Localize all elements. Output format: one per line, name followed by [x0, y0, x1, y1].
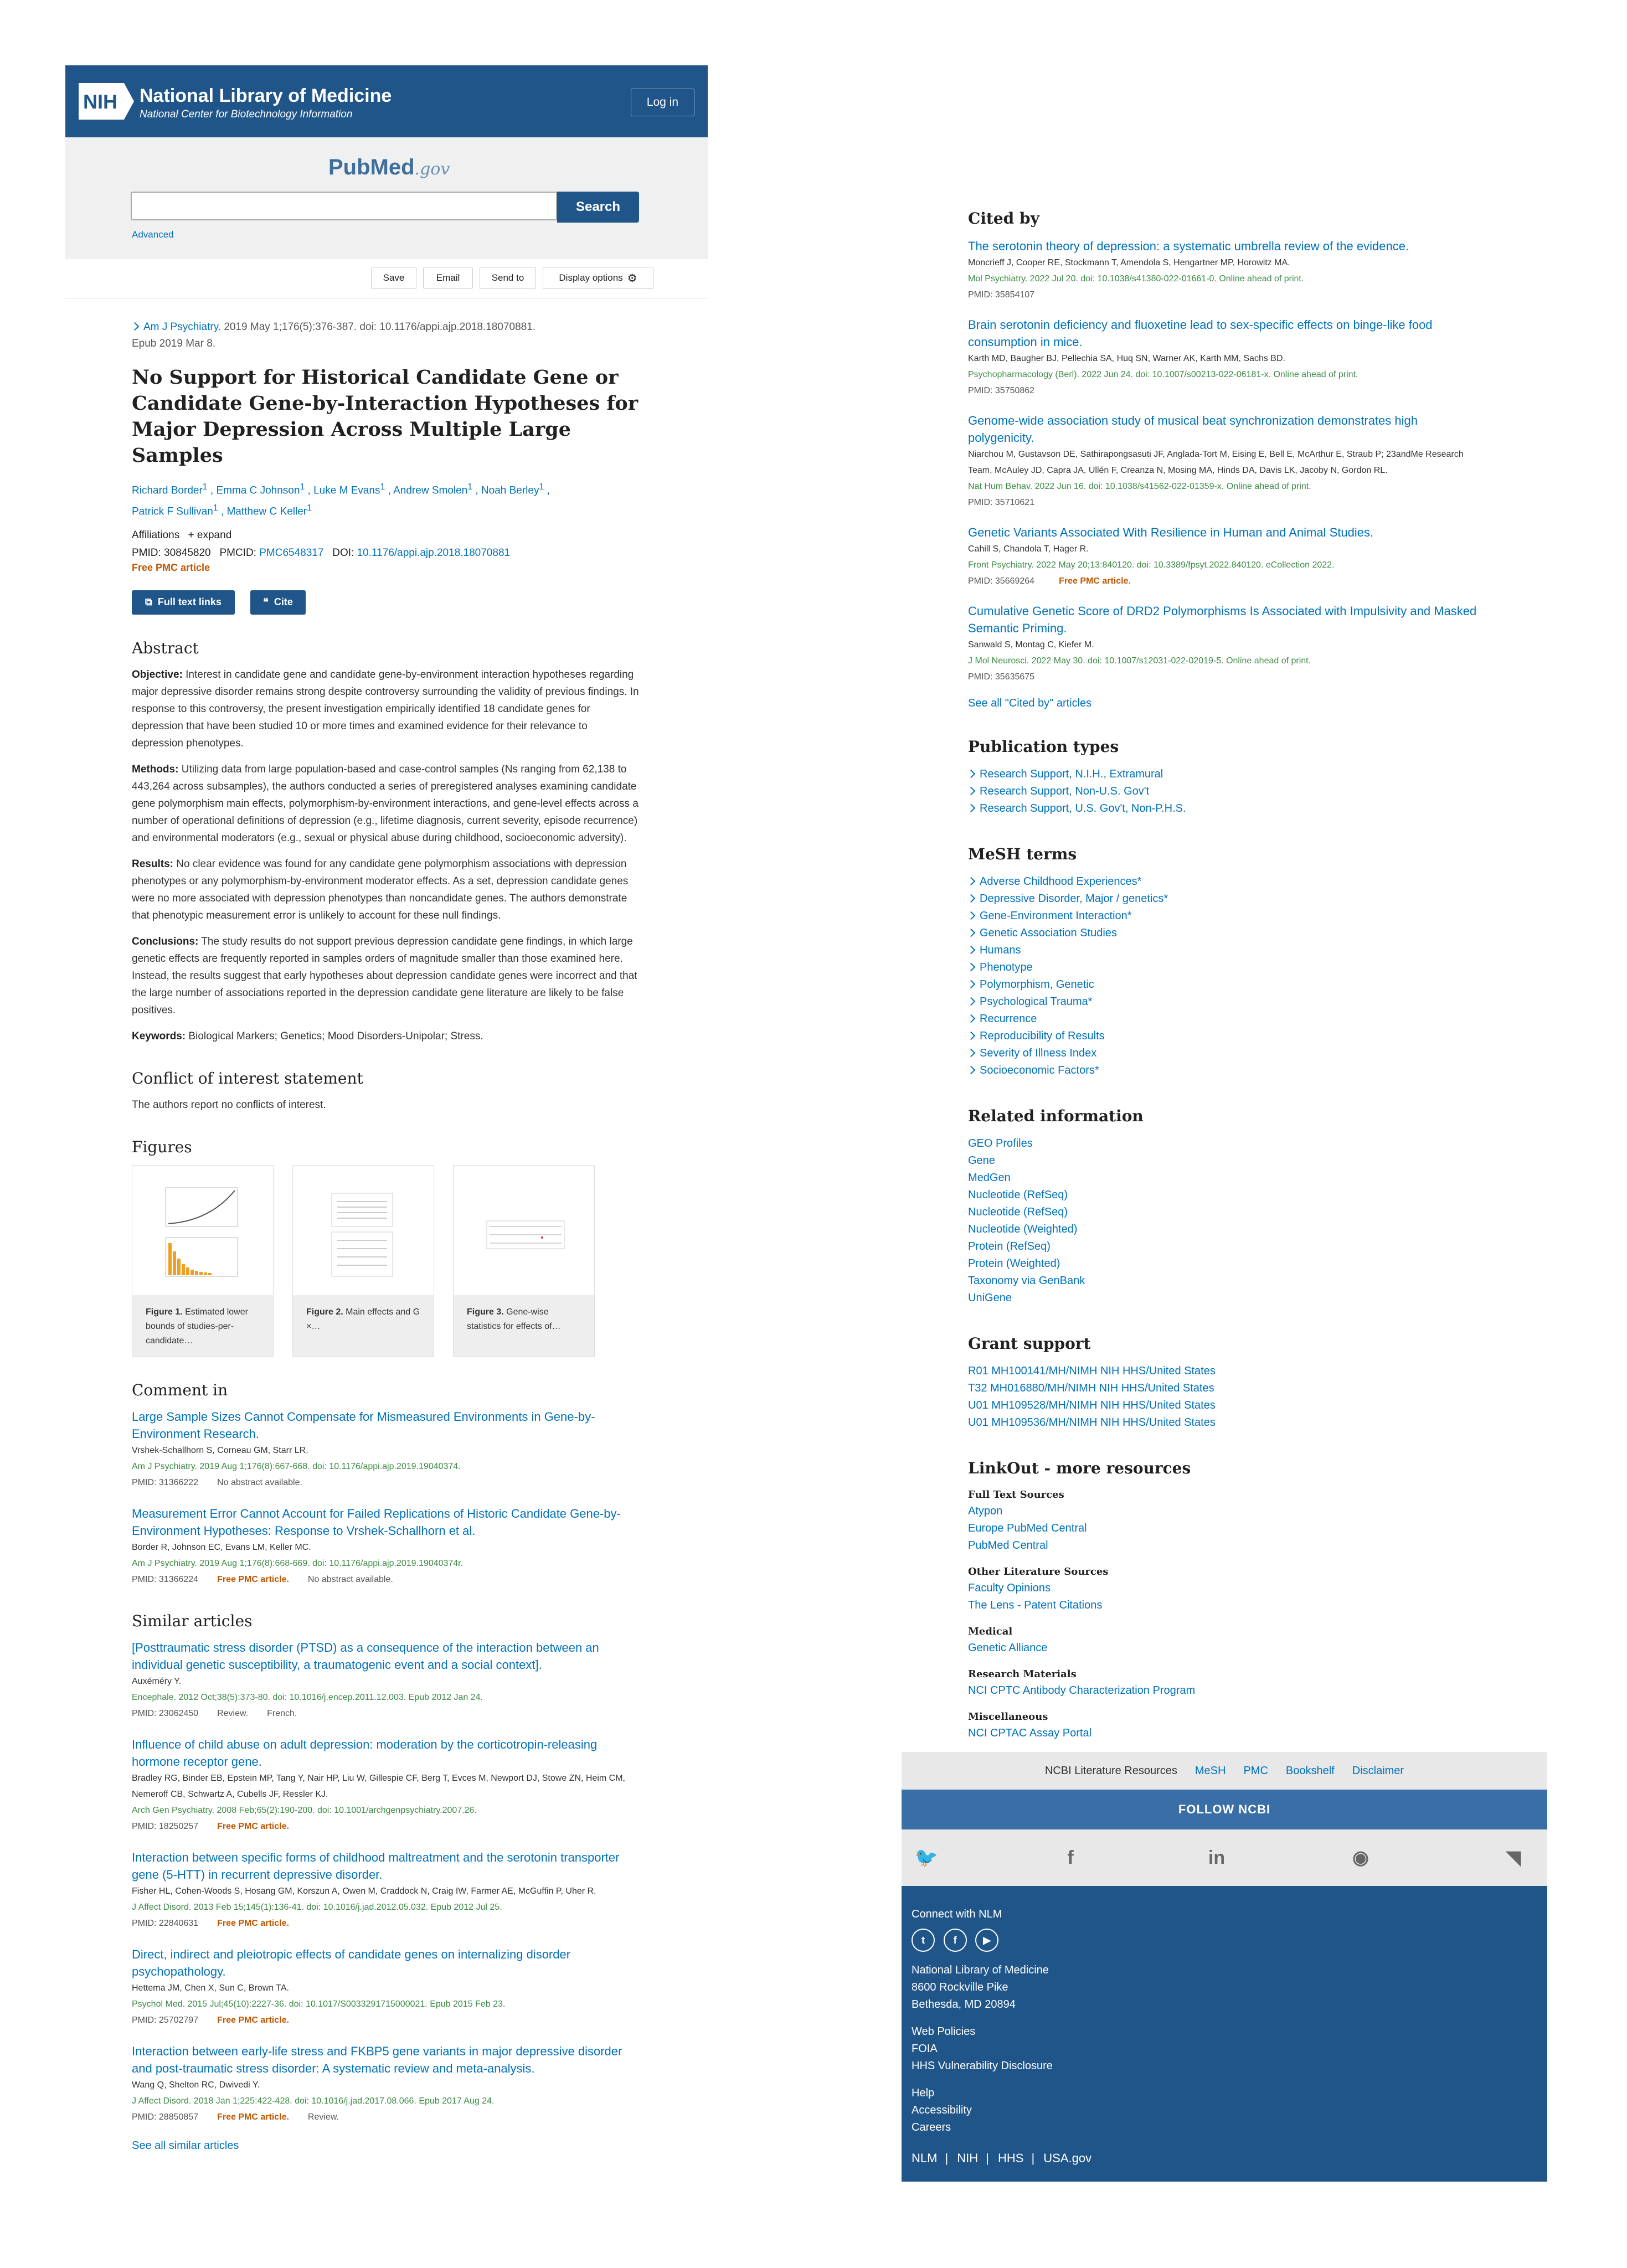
display-options-label: Display options	[559, 272, 623, 283]
site-footer	[902, 1752, 1547, 2182]
mesh-terms-heading: MeSH terms	[968, 845, 1077, 863]
main-column	[65, 65, 708, 298]
abstract-conclusions: Conclusions: The study results do not support previous depression candidate gene findings, in which large genetic effects are frequently reported in samples orders of magnitude smaller than those examined here. Instead, the results suggest that early hypotheses about depression candidate genes were incorrect and that the large number of associations reported in the depression candidate gene literature are likely to be false positives.	[132, 935, 637, 1016]
site-title[interactable]: National Library of Medicine	[140, 85, 392, 106]
cite-button[interactable]: ❝ Cite	[250, 590, 306, 615]
list-item[interactable]: Atypon	[968, 1505, 1003, 1517]
expand-affiliations-button[interactable]: + expand	[188, 529, 232, 541]
article-link[interactable]: Cumulative Genetic Score of DRD2 Polymorphisms Is Associated with Impulsivity and Masked Semantic Priming.	[968, 604, 1477, 635]
svg-text:NIH: NIH	[83, 90, 117, 113]
gear-icon: ⚙	[627, 272, 637, 285]
figure-gallery	[132, 1165, 641, 1357]
list-item[interactable]: Genetic Alliance	[968, 1642, 1048, 1654]
email-button[interactable]: Email	[423, 267, 473, 289]
list-item: Brain serotonin deficiency and fluoxetine lead to sex-specific effects on binge-like food consumption in mice. Karth MD, Baugher BJ, Pellechia SA, Huq SN, Warner AK, Karth MM, Sachs BD. Psychopharmacology (Berl). 2022 Jun 24. doi: 10.1007/s00213-022-06181-x. Online ahead of print. PMID: 35750862	[968, 316, 1477, 399]
list-item: Genome-wide association study of musical beat synchronization demonstrates high polygenicity. Niarchou M, Gustavson DE, Sathirapongsasuti JF, Anglada-Tort M, Eising E, Bell E, McArthur E, Straub P; 23andMe Research Team, McAuley JD, Capra JA, Ullén F, Creanza N, Mosing MA, Hinds DA, Davis LK, Jacoby N, Gordon RL. Nat Hum Behav. 2022 Jun 16. doi: 10.1038/s41562-022-01359-x. Online ahead of print. PMID: 35710621	[968, 412, 1477, 511]
list-item[interactable]: Protein (RefSeq)	[968, 1240, 1051, 1252]
send-to-button[interactable]: Send to	[480, 267, 536, 289]
article-title: No Support for Historical Candidate Gene or Candidate Gene-by-Interaction Hypotheses for Major Depression Across Multiple Large Samples	[132, 366, 639, 467]
search-input[interactable]	[131, 192, 557, 220]
pmid: PMID: 30845820	[132, 547, 211, 559]
chevron-right-icon	[967, 980, 976, 988]
action-buttons	[132, 590, 641, 615]
grant-support-heading: Grant support	[968, 1334, 1091, 1353]
help-links	[912, 2085, 1537, 2136]
conflict-text: The authors report no conflicts of interest.	[132, 1099, 326, 1111]
list-item[interactable]: Nucleotide (RefSeq)	[968, 1206, 1068, 1218]
follow-ncbi-banner: FOLLOW NCBI	[902, 1790, 1547, 1829]
article-link[interactable]: The serotonin theory of depression: a systematic umbrella review of the evidence.	[968, 239, 1409, 253]
footer-link[interactable]: Disclaimer	[1352, 1764, 1404, 1777]
address: National Library of Medicine 8600 Rockville Pike Bethesda, MD 20894	[912, 1964, 1049, 2011]
list-item: Cumulative Genetic Score of DRD2 Polymorphisms Is Associated with Impulsivity and Masked Semantic Priming. Sanwald S, Montag C, Kiefer M. J Mol Neurosci. 2022 May 30. doi: 10.1007/s12031-022-02019-5. Online ahead of print. PMID: 35635675	[968, 602, 1477, 685]
chevron-right-icon	[967, 1048, 976, 1057]
mesh-terms-list	[968, 873, 1477, 1079]
list-item[interactable]: Nucleotide (Weighted)	[968, 1223, 1078, 1235]
list-item[interactable]: Socioeconomic Factors*	[968, 1062, 1477, 1079]
epub-date: Epub 2019 Mar 8.	[132, 338, 216, 349]
related-information-heading: Related information	[968, 1107, 1144, 1125]
list-item[interactable]: Gene-Environment Interaction*	[968, 908, 1477, 925]
similar-articles-heading: Similar articles	[132, 1611, 253, 1630]
list-item[interactable]: Europe PubMed Central	[968, 1522, 1087, 1534]
list-item: Measurement Error Cannot Account for Failed Replications of Historic Candidate Gene-by-Environment Hypotheses: Response to Vrshek-Schallhorn et al. Border R, Johnson EC, Evans LM, Keller MC. Am J Psychiatry. 2019 Aug 1;176(8):668-669. doi: 10.1176/appi.ajp.2019.19040374r. PMID: 31366224 Free PMC article. No abstract available.	[132, 1505, 641, 1587]
author-link[interactable]: Andrew Smolen	[393, 484, 468, 497]
github-icon[interactable]: ◉	[1352, 1847, 1369, 1868]
full-text-links-button[interactable]: ⧉ Full text links	[132, 590, 235, 615]
article-link[interactable]: Measurement Error Cannot Account for Failed Replications of Historic Candidate Gene-by-Environment Hypotheses: Response to Vrshek-Schallhorn et al.	[132, 1506, 621, 1538]
conflict-heading: Conflict of interest statement	[132, 1069, 363, 1087]
doi-link[interactable]: 10.1176/appi.ajp.2018.18070881	[357, 547, 511, 559]
list-item[interactable]: Reproducibility of Results	[968, 1028, 1477, 1045]
list-item: Direct, indirect and pleiotropic effects of candidate genes on internalizing disorder psychopathology. Hettema JM, Chen X, Sun C, Brown TA. Psychol Med. 2015 Jul;45(10):2227-36. doi: 10.1017/S0033291715000021. Epub 2015 Feb 23. PMID: 25702797 Free PMC article.	[132, 1946, 641, 2028]
footer-link[interactable]: FOIA	[912, 2043, 938, 2055]
citation-text: 2019 May 1;176(5):376-387. doi: 10.1176/appi.ajp.2018.18070881.	[221, 321, 536, 333]
chevron-right-icon	[967, 894, 976, 903]
chevron-right-icon	[967, 997, 976, 1006]
list-item: [Posttraumatic stress disorder (PTSD) as a consequence of the interaction between an individual genetic susceptibility, a traumatogenic event and a social context]. Auxéméry Y. Encephale. 2012 Oct;38(5):373-80. doi: 10.1016/j.encep.2011.12.003. Epub 2012 Jan 24. PMID: 23062450 Review. French.	[132, 1639, 641, 1721]
facebook-icon[interactable]: f	[944, 1929, 967, 1952]
list-item[interactable]: NCI CPTAC Assay Portal	[968, 1727, 1092, 1739]
list-item[interactable]: PubMed Central	[968, 1539, 1048, 1551]
figure-caption: Figure 3. Gene-wise statistics for effects of…	[454, 1295, 594, 1356]
nih-logo-icon[interactable]	[79, 83, 134, 120]
free-pmc-badge: Free PMC article	[132, 561, 210, 573]
grant-support-list	[968, 1363, 1477, 1431]
article-link[interactable]: Interaction between early-life stress and FKBP5 gene variants in major depressive disorder and post-traumatic stress disorder: A systematic review and meta-analysis.	[132, 2044, 622, 2075]
publication-types-heading: Publication types	[968, 738, 1119, 756]
citation	[132, 319, 641, 352]
rss-icon[interactable]: ◥	[1506, 1847, 1521, 1868]
footer-link[interactable]: Bookshelf	[1285, 1764, 1335, 1777]
connect-heading: Connect with NLM	[912, 1908, 1002, 1920]
save-button[interactable]: Save	[371, 267, 416, 289]
list-item[interactable]: Genetic Association Studies	[968, 925, 1477, 942]
facebook-icon[interactable]: f	[1067, 1847, 1074, 1868]
list-item[interactable]: NCI CPTC Antibody Characterization Program	[968, 1684, 1196, 1697]
figure-card[interactable]	[292, 1165, 434, 1357]
list-item[interactable]: Faculty Opinions	[968, 1582, 1051, 1594]
article-link[interactable]: Large Sample Sizes Cannot Compensate for Mismeasured Environments in Gene-by-Environment Research.	[132, 1409, 595, 1441]
site-header	[65, 65, 708, 137]
chevron-right-icon	[967, 769, 976, 778]
footer-link[interactable]: NLM	[912, 2151, 938, 2165]
list-item: Interaction between specific forms of childhood maltreatment and the serotonin transporter gene (5-HTT) in recurrent depressive disorder. Fisher HL, Cohen-Woods S, Hosang GM, Korszun A, Owen M, Craddock N, Craig IW, Farmer AE, McGuffin P, Uher R. J Affect Disord. 2013 Feb 15;145(1):136-41. doi: 10.1016/j.jad.2012.05.032. Epub 2012 Jul 25. PMID: 22840631 Free PMC article.	[132, 1849, 641, 1931]
author-link[interactable]: Richard Border	[132, 484, 203, 497]
list-item[interactable]: The Lens - Patent Citations	[968, 1599, 1103, 1611]
list-item: Large Sample Sizes Cannot Compensate for Mismeasured Environments in Gene-by-Environment Research. Vrshek-Schallhorn S, Corneau GM, Starr LR. Am J Psychiatry. 2019 Aug 1;176(8):667-668. doi: 10.1176/appi.ajp.2019.19040374. PMID: 31366222 No abstract available.	[132, 1408, 641, 1491]
pubmed-logo[interactable]: PubMed.gov	[328, 155, 450, 179]
sidebar-column	[968, 209, 1477, 1742]
journal-link[interactable]: Am J Psychiatry.	[143, 321, 222, 333]
list-item[interactable]: R01 MH100141/MH/NIMH NIH HHS/United States	[968, 1365, 1216, 1377]
footer-link[interactable]: NIH	[957, 2151, 979, 2165]
display-options-button[interactable]	[543, 267, 653, 289]
chevron-right-icon	[967, 1031, 976, 1040]
list-item[interactable]: Psychological Trauma*	[968, 993, 1477, 1011]
article-content	[132, 319, 641, 2152]
list-item: Genetic Variants Associated With Resilience in Human and Animal Studies. Cahill S, Chandola T, Hager R. Front Psychiatry. 2022 May 20;13:840120. doi: 10.3389/fpsyt.2022.840120. eCollection 2022. PMID: 35669264 Free PMC article.	[968, 524, 1477, 589]
linkout-heading: LinkOut - more resources	[968, 1459, 1191, 1477]
list-item[interactable]: Protein (Weighted)	[968, 1257, 1060, 1270]
chevron-right-icon	[967, 877, 976, 885]
footer-link[interactable]: NCBI Literature Resources	[1044, 1764, 1177, 1777]
article-link[interactable]: Genetic Variants Associated With Resilience in Human and Animal Studies.	[968, 525, 1374, 539]
nlm-social-icons	[912, 1929, 1537, 1952]
chevron-right-icon	[967, 911, 976, 920]
advanced-search-link[interactable]: Advanced	[132, 229, 174, 240]
list-item: Influence of child abuse on adult depression: moderation by the corticotropin-releasing hormone receptor gene. Bradley RG, Binder EB, Epstein MP, Tang Y, Nair HP, Liu W, Gillespie CF, Berg T, Evces M, Newport DJ, Stowe ZN, Heim CM, Nemeroff CB, Schwartz A, Cubells JF, Ressler KJ. Arch Gen Psychiatry. 2008 Feb;65(2):190-200. doi: 10.1001/archgenpsychiatry.2007.26. PMID: 18250257 Free PMC article.	[132, 1736, 641, 1834]
list-item[interactable]: Gene	[968, 1154, 995, 1167]
figure-caption: Figure 2. Main effects and G ×…	[293, 1295, 434, 1356]
list-item[interactable]: Nucleotide (RefSeq)	[968, 1189, 1068, 1201]
author-link[interactable]: Patrick F Sullivan	[132, 506, 213, 518]
cited-by-heading: Cited by	[968, 209, 1039, 228]
abstract-heading: Abstract	[132, 638, 199, 657]
author-link[interactable]: Matthew C Keller	[226, 506, 307, 518]
figure-thumbnail	[143, 1177, 261, 1294]
see-all-similar-link[interactable]: See all similar articles	[132, 2139, 239, 2152]
list-item[interactable]: Humans	[968, 942, 1477, 959]
linkedin-icon[interactable]: in	[1208, 1847, 1226, 1868]
list-item[interactable]: U01 MH109528/MH/NIMH NIH HHS/United States	[968, 1399, 1216, 1411]
list-item: Interaction between early-life stress and FKBP5 gene variants in major depressive disorder and post-traumatic stress disorder: A systematic review and meta-analysis. Wang Q, Shelton RC, Dwivedi Y. J Affect Disord. 2018 Jan 1;225:422-428. doi: 10.1016/j.jad.2017.08.066. Epub 2017 Aug 24. PMID: 28850857 Free PMC article. Review.	[132, 2043, 641, 2125]
footer-link[interactable]: MeSH	[1194, 1764, 1226, 1777]
list-item[interactable]: Severity of Illness Index	[968, 1045, 1477, 1062]
article-link[interactable]: Influence of child abuse on adult depression: moderation by the corticotropin-releasing hormone receptor gene.	[132, 1737, 598, 1769]
article-link[interactable]: Brain serotonin deficiency and fluoxetine lead to sex-specific effects on binge-like food consumption in mice.	[968, 318, 1433, 349]
author-link[interactable]: Noah Berley	[481, 484, 539, 497]
pmcid-link[interactable]: PMC6548317	[259, 547, 324, 559]
list-item[interactable]: Research Support, N.I.H., Extramural	[968, 766, 1477, 783]
figure-card[interactable]	[453, 1165, 595, 1357]
footer-link[interactable]: Careers	[912, 2121, 951, 2133]
article-toolbar	[65, 259, 708, 298]
chevron-right-icon	[967, 928, 976, 937]
twitter-icon[interactable]: t	[912, 1929, 935, 1952]
figure-card[interactable]	[132, 1165, 274, 1357]
chevron-right-icon	[967, 786, 976, 795]
figure-thumbnail	[304, 1177, 421, 1294]
chevron-right-icon	[967, 945, 976, 954]
search-button[interactable]: Search	[557, 192, 639, 223]
social-links	[902, 1829, 1547, 1886]
article-link[interactable]: [Posttraumatic stress disorder (PTSD) as a consequence of the interaction between an individual genetic susceptibility, a traumatogenic event and a social context].	[132, 1640, 599, 1672]
twitter-icon[interactable]: 🐦	[914, 1847, 939, 1868]
affiliations: Affiliations + expand	[132, 529, 232, 541]
chevron-right-icon	[967, 962, 976, 971]
article-link[interactable]: Direct, indirect and pleiotropic effects of candidate genes on internalizing disorder psychopathology.	[132, 1947, 571, 1978]
chevron-right-icon	[967, 1065, 976, 1074]
login-button[interactable]: Log in	[631, 89, 694, 116]
footer-link[interactable]: Web Policies	[912, 2025, 976, 2038]
youtube-icon[interactable]: ▶	[975, 1929, 998, 1952]
author-list: Richard Border$^1$ , Emma C Johnson$^1$ , Luke M Evans$^1$ , Andrew Smolen$^1$ , Noah Berley$^1$ , Patrick F Sullivan$^1$ , Matthew C Keller$^1$	[132, 482, 550, 518]
policy-links	[912, 2023, 1537, 2075]
search-area	[65, 137, 708, 259]
footer-link[interactable]: PMC	[1243, 1764, 1268, 1777]
linkout-list: Full Text Sources Atypon Europe PubMed Central PubMed Central Other Literature Sources Faculty Opinions The Lens - Patent Citations Medical Genetic Alliance Research Materials NCI CPTC Antibody Characterization Program Miscellaneous NCI CPTAC Assay Portal	[968, 1487, 1477, 1742]
identifiers: PMID: 30845820 PMCID: PMC6548317 DOI: 10.1176/appi.ajp.2018.18070881	[132, 547, 511, 559]
abstract-results: Results: No clear evidence was found for any candidate gene polymorphism associations with depression phenotypes or any polymorphism-by-environment moderator effects. As a set, depression candidate genes were no more associated with depression phenotypes than noncandidate genes. The authors demonstrate that phenotypic measurement error is unlikely to account for these null findings.	[132, 858, 629, 921]
article-link[interactable]: Genome-wide association study of musical beat synchronization demonstrates high polygenicity.	[968, 414, 1418, 445]
see-all-cited-by-link[interactable]: See all "Cited by" articles	[968, 697, 1092, 709]
list-item[interactable]: Recurrence	[968, 1011, 1477, 1028]
chevron-right-icon	[967, 1014, 976, 1023]
footer-link[interactable]: HHS	[998, 2151, 1024, 2165]
list-item[interactable]: Phenotype	[968, 959, 1477, 976]
list-item[interactable]: MedGen	[968, 1172, 1011, 1184]
nlm-info	[902, 1886, 1547, 2182]
list-item[interactable]: Polymorphism, Genetic	[968, 976, 1477, 993]
footer-link[interactable]: HHS Vulnerability Disclosure	[912, 2060, 1053, 2072]
list-item[interactable]: Depressive Disorder, Major / genetics*	[968, 890, 1477, 908]
list-item[interactable]: GEO Profiles	[968, 1137, 1033, 1150]
abstract-methods: Methods: Utilizing data from large population-based and case-control samples (Ns ranging from 62,138 to 443,264 across subsamples), the authors conducted a series of preregistered analyses examining candidate gene polymorphism main effects, polymorphism-by-environment interactions, and gene-level effects across a number of operational definitions of depression (e.g., lifetime diagnosis, current severity, episode recurrence) and environmental moderators (e.g., sexual or physical abuse during childhood, socioeconomic adversity).	[132, 763, 639, 844]
chevron-right-icon	[131, 322, 140, 331]
list-item[interactable]: U01 MH109536/MH/NIMH NIH HHS/United States	[968, 1416, 1216, 1429]
chevron-right-icon	[967, 803, 976, 812]
author-link[interactable]: Emma C Johnson	[216, 484, 300, 497]
agency-links: NLM | NIH | HHS | USA.gov	[912, 2151, 1092, 2165]
footer-link[interactable]: Accessibility	[912, 2104, 972, 2116]
publication-types-list	[968, 766, 1477, 817]
footer-link[interactable]: Help	[912, 2087, 935, 2099]
author-link[interactable]: Luke M Evans	[313, 484, 380, 497]
external-link-icon: ⧉	[145, 596, 152, 608]
list-item[interactable]: Adverse Childhood Experiences*	[968, 873, 1477, 890]
footer-links	[902, 1752, 1547, 1790]
article-link[interactable]: Interaction between specific forms of childhood maltreatment and the serotonin transporter gene (5-HTT) in recurrent depressive disorder.	[132, 1850, 620, 1882]
keywords: Keywords: Biological Markers; Genetics; Mood Disorders-Unipolar; Stress.	[132, 1030, 483, 1042]
footer-link[interactable]: USA.gov	[1043, 2151, 1092, 2165]
figures-heading: Figures	[132, 1137, 192, 1156]
list-item[interactable]: Research Support, Non-U.S. Gov't	[968, 783, 1477, 800]
list-item[interactable]: UniGene	[968, 1292, 1012, 1304]
comment-in-heading: Comment in	[132, 1380, 228, 1399]
list-item[interactable]: T32 MH016880/MH/NIMH NIH HHS/United States	[968, 1382, 1214, 1394]
figure-caption: Figure 1. Estimated lower bounds of studies-per-candidate…	[132, 1295, 273, 1356]
list-item[interactable]: Taxonomy via GenBank	[968, 1275, 1085, 1287]
related-information-list	[968, 1135, 1477, 1307]
quote-icon: ❝	[263, 596, 269, 608]
list-item[interactable]: Research Support, U.S. Gov't, Non-P.H.S.	[968, 800, 1477, 817]
site-subtitle: National Center for Biotechnology Information	[140, 109, 353, 120]
list-item: The serotonin theory of depression: a systematic umbrella review of the evidence. Moncrieff J, Cooper RE, Stockmann T, Amendola S, Hengartner MP, Horowitz MA. Mol Psychiatry. 2022 Jul 20. doi: 10.1038/s41380-022-01661-0. Online ahead of print. PMID: 35854107	[968, 238, 1477, 303]
figure-thumbnail	[465, 1177, 582, 1294]
abstract-objective: Objective: Interest in candidate gene and candidate gene-by-environment interaction hypotheses regarding major depressive disorder remains strong despite controversy surrounding the validity of previous findings. In response to this controversy, the present investigation empirically identified 18 candidate genes for depression that have been studied 10 or more times and examined evidence for their relevance to depression phenotypes.	[132, 668, 639, 749]
